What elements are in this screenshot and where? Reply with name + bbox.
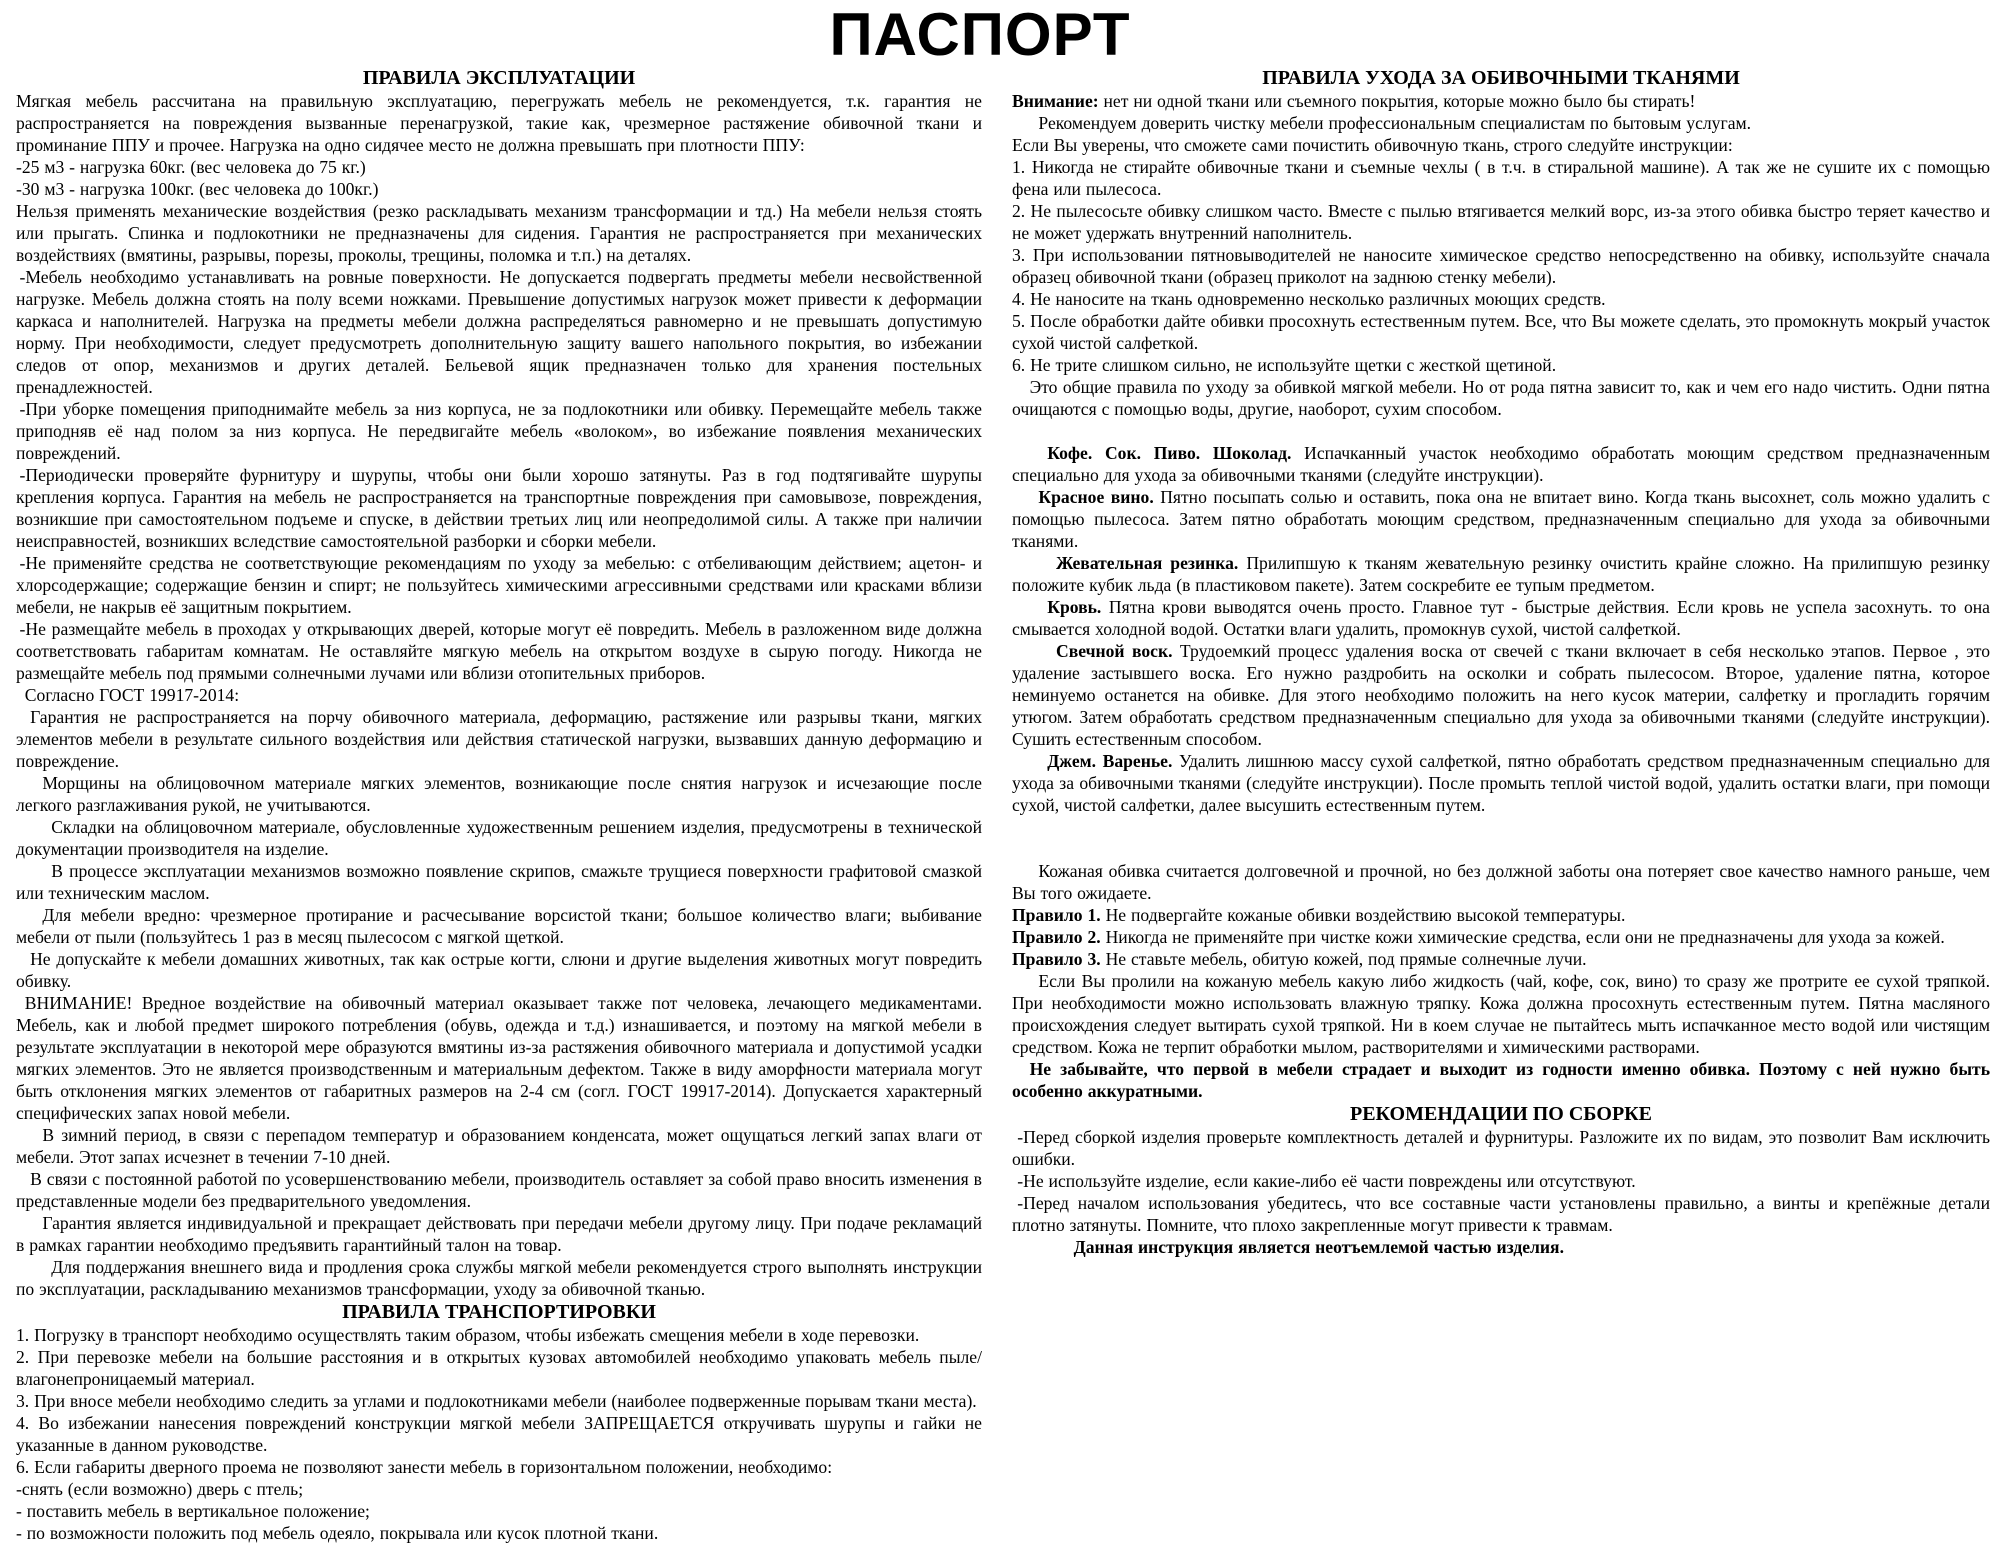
paragraph: Гарантия не распространяется на порчу обивочного материала, деформацию, растяжение или разрывы ткани, мягких элементов мебели в результате сильного воздействия или действия статической нагрузки, вызвавших данную деформацию и повреждение.	[16, 707, 982, 771]
paragraph: 4. Не наносите на ткань одновременно несколько различных моющих средств.	[1012, 289, 1606, 309]
paragraph: -30 м3 - нагрузка 100кг. (вес человека до 100кг.)	[16, 179, 379, 199]
paragraph-lead: Джем. Варенье.	[1047, 751, 1179, 771]
paragraph: 2. Не пылесосьте обивку слишком часто. Вместе с пылью втягивается мелкий ворс, из-за этого обивка быстро теряет качество и не может удержать внутренний наполнитель.	[1012, 201, 1990, 243]
left-column	[16, 66, 982, 1544]
paragraph: 2. При перевозке мебели на большие расстояния и в открытых кузовах автомобилей необходимо упаковать мебель пыле/влагонепроницаемый материал.	[16, 1347, 982, 1389]
paragraph: Кофе. Сок. Пиво. Шоколад. Испачканный участок необходимо обработать моющим средством предназначенным специально для ухода за обивочными тканями (следуйте инструкции).	[1012, 443, 1990, 485]
paragraph: - по возможности положить под мебель одеяло, покрывала или кусок плотной ткани.	[16, 1523, 659, 1543]
paragraph: Кровь. Пятна крови выводятся очень просто. Главное тут - быстрые действия. Если кровь не успела засохнуть. то она смывается холодной водой. Остатки влаги удалить, промокнув сухой, чистой салфеткой.	[1012, 597, 1990, 639]
paragraph-lead: Правило 2.	[1012, 927, 1106, 947]
paragraph: 4. Во избежании нанесения повреждений конструкции мягкой мебели ЗАПРЕЩАЕТСЯ откручивать шурупы и гайки не указанные в данном руководстве.	[16, 1413, 982, 1455]
paragraph: 3. При вносе мебели необходимо следить за углами и подлокотниками мебели (наиболее подверженные порывам ткани места).	[16, 1391, 977, 1411]
paragraph: -25 м3 - нагрузка 60кг. (вес человека до 75 кг.)	[16, 157, 366, 177]
paragraph: -снять (если возможно) дверь с птель;	[16, 1479, 304, 1499]
paragraph: Жевательная резинка. Прилипшую к тканям жевательную резинку очистить крайне сложно. На прилипшую резинку положите кубик льда (в пластиковом пакете). Затем соскребите ее тупым предметом.	[1012, 553, 1990, 595]
paragraph-lead: Кровь.	[1047, 597, 1109, 617]
paragraph: 6. Не трите слишком сильно, не используйте щетки с жесткой щетиной.	[1012, 355, 1557, 375]
paragraph: Красное вино. Пятно посыпать солью и оставить, пока она не впитает вино. Когда ткань высохнет, соль можно удалить с помощью пылесоса. Затем пятно обработать моющим средством, предназначенным специально для ухода за обивочными тканями.	[1012, 487, 1990, 551]
section-heading: ПРАВИЛА УХОДА ЗА ОБИВОЧНЫМИ ТКАНЯМИ	[1262, 67, 1740, 89]
paragraph: В процессе эксплуатации механизмов возможно появление скрипов, смажьте трущиеся поверхности графитовой смазкой или техническим маслом.	[16, 861, 982, 903]
paragraph: Внимание: нет ни одной ткани или съемного покрытия, которые можно было бы стирать!	[1012, 91, 1696, 111]
paragraph: Согласно ГОСТ 19917-2014:	[24, 685, 240, 705]
paragraph: -Мебель необходимо устанавливать на ровные поверхности. Не допускается подвергать предметы мебели несвойственной нагрузке. Мебель должна стоять на полу всеми ножками. Превышение допустимых нагрузок может привести к деформации каркаса и наполнителей. Нагрузка на предметы мебели должна распределяться равномерно и не превышать допустимую норму. При необходимости, следует предусмотреть дополнительную защиту вашего напольного покрытия, во избежании следов от опор, механизмов и других деталей. Бельевой ящик предназначен только для хранения постельных пренадлежностей.	[16, 267, 982, 397]
paragraph: Если Вы уверены, что сможете сами почистить обивочную ткань, строго следуйте инструкции:	[1012, 135, 1733, 155]
paragraph: Данная инструкция является неотъемлемой частью изделия.	[1073, 1237, 1564, 1257]
paragraph: -Не применяйте средства не соответствующие рекомендациям по уходу за мебелью: с отбеливающим действием; ацетон- и хлорсодержащие; содержащие бензин и спирт; не пользуйтесь химическими агрессивными средствами или красками вблизи мебели, не накрыв её защитным покрытием.	[16, 553, 982, 617]
paragraph-lead: Правило 3.	[1012, 949, 1106, 969]
paragraph: Для поддержания внешнего вида и продления срока службы мягкой мебели рекомендуется строго выполнять инструкции по эксплуатации, раскладыванию механизмов трансформации, уходу за обивочной тканью.	[16, 1257, 982, 1299]
paragraph: Свечной воск. Трудоемкий процесс удаления воска от свечей с ткани включает в себя несколько этапов. Первое , это удаление застывшего воска. Его нужно раздробить на осколки и собрать пылесосом. Второе, удаление пятна, которое неминуемо останется на обивке. Для этого необходимо положить на него кусок материи, салфетку и прогладить горячим утюгом. Затем обработать средством предназначенным специально для ухода за обивочными тканями (следуйте инструкции). Сушить естественным способом.	[1012, 641, 1990, 749]
section-heading: РЕКОМЕНДАЦИИ ПО СБОРКЕ	[1349, 1103, 1653, 1125]
paragraph: -При уборке помещения приподнимайте мебель за низ корпуса, не за подлокотники или обивку. Перемещайте мебель также приподняв её над полом за низ корпуса. Не передвигайте мебель «волоком», во избежание появления механических повреждений.	[16, 399, 982, 463]
page-title: ПАСПОРТ	[829, 1, 1131, 68]
paragraph: 1. Погрузку в транспорт необходимо осуществлять таким образом, чтобы избежать смещения мебели в ходе перевозки.	[16, 1325, 920, 1345]
section-heading: ПРАВИЛА ЭКСПЛУАТАЦИИ	[362, 67, 636, 89]
paragraph: -Перед началом использования убедитесь, что все составные части установлены правильно, а винты и крепёжные детали плотно затянуты. Помните, что плохо закрепленные могут привести к травмам.	[1012, 1193, 1990, 1235]
paragraph: -Не используйте изделие, если какие-либо её части повреждены или отсутствуют.	[1017, 1171, 1636, 1191]
paragraph: Морщины на облицовочном материале мягких элементов, возникающие после снятия нагрузок и исчезающие после легкого разглаживания рукой, не учитываются.	[16, 773, 982, 815]
paragraph: Это общие правила по уходу за обивкой мягкой мебели. Но от рода пятна зависит то, как и чем его надо чистить. Одни пятна очищаются с помощью воды, другие, наоборот, сухим способом.	[1012, 377, 1990, 419]
paragraph: Не допускайте к мебели домашних животных, так как острые когти, слюни и другие выделения животных могут повредить обивку.	[16, 949, 982, 991]
paragraph: -Перед сборкой изделия проверьте комплектность деталей и фурнитуры. Разложите их по видам, это позволит Вам исключить ошибки.	[1012, 1127, 1990, 1169]
paragraph: Джем. Варенье. Удалить лишнюю массу сухой салфеткой, пятно обработать средством предназначенным специально для ухода за обивочными тканями (следуйте инструкции). После промыть теплой чистой водой, удалить остатки влаги, при помощи сухой, чистой салфетки, далее высушить естественным путем.	[1012, 751, 1990, 815]
paragraph: Нельзя применять механические воздействия (резко раскладывать механизм трансформации и тд.) На мебели нельзя стоять или прыгать. Спинка и подлокотники не предназначены для сидения. Гарантия не распространяется при механических воздействиях (вмятины, разрывы, порезы, проколы, трещины, поломка и т.п.) на деталях.	[16, 201, 982, 265]
paragraph: Если Вы пролили на кожаную мебель какую либо жидкость (чай, кофе, сок, вино) то сразу же протрите ее сухой тряпкой. При необходимости можно использовать влажную тряпку. Кожа должна просохнуть естественным путем. Пятна масляного происхождения следует вытирать сухой тряпкой. Ни в коем случае не пытайтесь мыть испачканное место водой или чистящим средством. Кожа не терпит обработки мылом, растворителями и химическими растворами.	[1012, 971, 1990, 1057]
paragraph-lead: Кофе. Сок. Пиво. Шоколад.	[1047, 443, 1305, 463]
right-column	[1012, 66, 1990, 1258]
paragraph: -Периодически проверяйте фурнитуру и шурупы, чтобы они были хорошо затянуты. Раз в год подтягивайте шурупы крепления корпуса. Гарантия на мебель не распространяется на транспортные повреждения при самовывозе, повреждения, возникшие при самостоятельном подъеме и спуске, в действии третьих лиц или неопредолимой силы. А также при наличии неисправностей, возникших вследствие самостоятельной разборки и сборки мебели.	[16, 465, 982, 551]
section-heading: ПРАВИЛА ТРАНСПОРТИРОВКИ	[342, 1301, 656, 1323]
paragraph-lead: Правило 1.	[1012, 905, 1106, 925]
paragraph: 5. После обработки дайте обивки просохнуть естественным путем. Все, что Вы можете сделать, это промокнуть мокрый участок сухой чистой салфеткой.	[1012, 311, 1990, 353]
paragraph-lead: Красное вино.	[1038, 487, 1161, 507]
paragraph: Не забывайте, что первой в мебели страдает и выходит из годности именно обивка. Поэтому с ней нужно быть особенно аккуратными.	[1012, 1059, 1990, 1101]
paragraph: ВНИМАНИЕ! Вредное воздействие на обивочный материал оказывает также пот человека, лечающего медикаментами. Мебель, как и любой предмет широкого потребления (обувь, одежда и т.д.) изнашивается, и поэтому на мягкой мебели в результате эксплуатации в некоторой мере образуются вмятины из-за растяжения обивочного материала и допустимой усадки мягких элементов. Это не является производственным и материальным дефектом. Также в виду аморфности материала могут быть отклонения мягких элементов от габаритных размеров на 2-4 см (согл. ГОСТ 19917-2014). Допускается характерный специфических запах новой мебели.	[16, 993, 982, 1123]
paragraph: 6. Если габариты дверного проема не позволяют занести мебель в горизонтальном положении, необходимо:	[16, 1457, 833, 1477]
paragraph-lead: Внимание:	[1012, 91, 1104, 111]
paragraph-lead: Свечной воск.	[1056, 641, 1180, 661]
paragraph: Мягкая мебель рассчитана на правильную эксплуатацию, перегружать мебель не рекомендуется, т.к. гарантия не распространяется на повреждения вызванные перенагрузкой, такие как, чрезмерное растяжение обивочной ткани и проминание ППУ и прочее. Нагрузка на одно сидячее место не должна превышать при плотности ППУ:	[16, 91, 982, 155]
paragraph: Рекомендуем доверить чистку мебели профессиональным специалистам по бытовым услугам.	[1038, 113, 1752, 133]
paragraph: Правило 1. Не подвергайте кожаные обивки воздействию высокой температуры.	[1012, 905, 1626, 925]
paragraph: Правило 2. Никогда не применяйте при чистке кожи химические средства, если они не предназначены для ухода за кожей.	[1012, 927, 1945, 947]
paragraph: -Не размещайте мебель в проходах у открывающих дверей, которые могут её повредить. Мебель в разложенном виде должна соответствовать габаритам комнатам. Не оставляйте мягкую мебель на открытом воздухе в сырую погоду. Никогда не размещайте мебель под прямыми солнечными лучами или вблизи отопительных приборов.	[16, 619, 982, 683]
paragraph: 3. При использовании пятновыводителей не наносите химическое средство непосредственно на обивку, используйте сначала образец обивочной ткани (образец приколот на заднюю стенку мебели).	[1012, 245, 1990, 287]
paragraph: В связи с постоянной работой по усовершенствованию мебели, производитель оставляет за собой право вносить изменения в представленные модели без предварительного уведомления.	[16, 1169, 982, 1211]
paragraph: В зимний период, в связи с перепадом температур и образованием конденсата, может ощущаться легкий запах влаги от мебели. Этот запах исчезнет в течении 7-10 дней.	[16, 1125, 982, 1167]
paragraph-lead: Жевательная резинка.	[1056, 553, 1247, 573]
paragraph: Складки на облицовочном материале, обусловленные художественным решением изделия, предусмотрены в технической документации производителя на изделие.	[16, 817, 982, 859]
paragraph: - поставить мебель в вертикальное положение;	[16, 1501, 370, 1521]
paragraph: Гарантия является индивидуальной и прекращает действовать при передачи мебели другому лицу. При подаче рекламаций в рамках гарантии необходимо предъявить гарантийный талон на товар.	[16, 1213, 982, 1255]
paragraph: Для мебели вредно: чрезмерное протирание и расчесывание ворсистой ткани; большое количество влаги; выбивание мебели от пыли (пользуйтесь 1 раз в месяц пылесосом с мягкой щеткой.	[16, 905, 982, 947]
paragraph: Правило 3. Не ставьте мебель, обитую кожей, под прямые солнечные лучи.	[1012, 949, 1587, 969]
paragraph: 1. Никогда не стирайте обивочные ткани и съемные чехлы ( в т.ч. в стиральной машине). А так же не сушите их с помощью фена или пылесоса.	[1012, 157, 1990, 199]
paragraph: Кожаная обивка считается долговечной и прочной, но без должной заботы она потеряет свое качество намного раньше, чем Вы того ожидаете.	[1012, 861, 1990, 903]
